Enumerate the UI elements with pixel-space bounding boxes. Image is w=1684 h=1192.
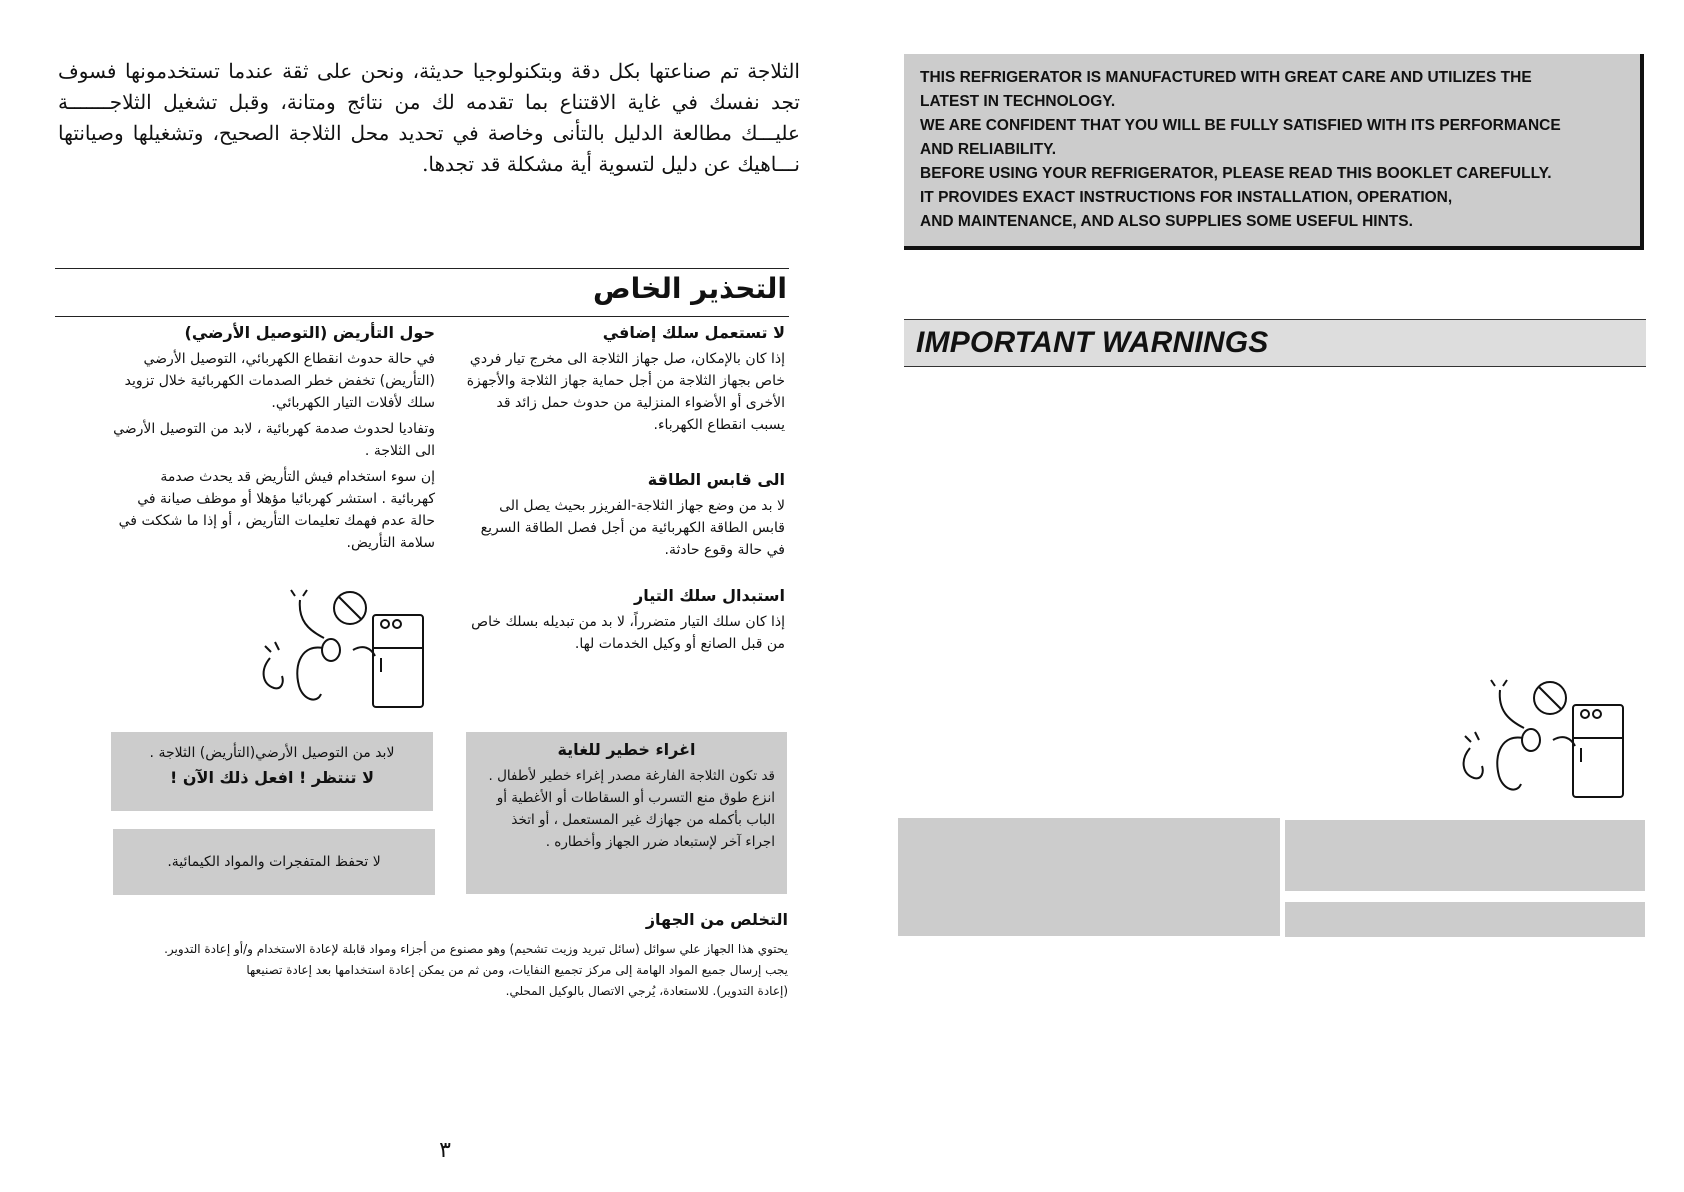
no-extension-cord-illustration-en [1455, 680, 1635, 805]
plug-section [465, 470, 785, 561]
arabic-section-title: التحذير الخاص [592, 272, 787, 305]
grounding-section [112, 323, 435, 554]
cord-coil-icon [322, 639, 340, 661]
intro-line: AND RELIABILITY. [920, 141, 1057, 158]
english-intro-box [904, 54, 1644, 250]
intro-line: WE ARE CONFIDENT THAT YOU WILL BE FULLY SATISFIED WITH ITS PERFORMANCE [920, 117, 1561, 134]
grounding-reminder-line-2: لا تنتظر ! افعل ذلك الآن ! [170, 768, 374, 787]
grounding-body-1: في حالة حدوث انقطاع الكهربائي، التوصيل الأرضي (التأريض) تخفض خطر الصدمات الكهربائية خلال تزويد سلك لأفلات التيار الكهربائي. [124, 351, 435, 411]
disposal-line-1: يحتوي هذا الجهاز علي سوائل (سائل تبريد وزيت تشحيم) وهو مصنوع من أجزاء ومواد قابلة لإعادة الاستخدام و/أو إعادة التدوير. [164, 942, 788, 956]
grounding-body-3: إن سوء استخدام فيش التأريض قد يحدث صدمة كهربائية . استشر كهربائيا مؤهلا أو موظف صيانة في حالة عدم فهمك تعليمات التأريض ، أو إذا ما شككت في سلامة التأريض. [118, 469, 435, 551]
intro-line: THIS REFRIGERATOR IS MANUFACTURED WITH GREAT CARE AND UTILIZES THE [920, 69, 1532, 86]
important-warnings-bar [904, 319, 1646, 367]
danger-body: قد تكون الثلاجة الفارغة مصدر إغراء خطير لأطفال . انزع طوق منع التسرب أو السقاطات أو الأغطية أو الباب بأكمله من جهازك غير المستعمل ، أو اتخذ اجراء آخر لإستبعاد ضرر الجهاز وأخطاره . [488, 768, 775, 850]
grounding-reminder-box [111, 732, 433, 811]
danger-warning-box [466, 732, 787, 894]
disposal-line-2: يجب إرسال جميع المواد الهامة إلى مركز تجميع النفايات، ومن ثم من يمكن إعادة استخدامها بعد إعادة تصنيعها [246, 963, 788, 977]
plug-body: لا بد من وضع جهاز الثلاجة-الفريزر بحيث يصل الى قابس الطاقة الكهربائية من أجل فصل الطاقة السريع في حالة وقوع حادثة. [480, 498, 785, 558]
intro-line: LATEST IN TECHNOLOGY. [920, 93, 1116, 110]
outlet-section [465, 323, 785, 436]
grounding-reminder-line-1: لابد من التوصيل الأرضي(التأريض) الثلاجة . [149, 745, 395, 761]
english-empty-box-lower [1285, 902, 1645, 937]
cord-section [465, 586, 785, 655]
english-empty-box-upper [1285, 820, 1645, 891]
important-warnings-title: IMPORTANT WARNINGS [916, 326, 1269, 359]
intro-line: AND MAINTENANCE, AND ALSO SUPPLIES SOME USEFUL HINTS. [920, 213, 1413, 230]
no-extension-cord-illustration [255, 590, 435, 715]
outlet-heading: لا تستعمل سلك إضافي [602, 323, 785, 342]
plug-icon [264, 658, 283, 688]
arabic-intro-paragraph: الثلاجة تم صناعتها بكل دقة وبتكنولوجيا حديثة، ونحن على ثقة عندما تستخدمونها فسوف تجد نفسك في غاية الاقتناع بما تقدمه لك من نتائج ومتانة، وقبل تشغيل الثلاجـــــــة عليـــك مطالعة الدليل بالتأنى وخاصة في تحديد محل الثلاجة الصحيح، وتشغيلها وصيانتها نـــاهيك عن دليل لتسوية أية مشكلة قد تجدها. [58, 59, 800, 176]
danger-heading: اغراء خطير للغاية [557, 740, 696, 759]
grounding-heading: حول التأريض (التوصيل الأرضي) [184, 323, 435, 342]
title-divider-bottom [55, 316, 789, 317]
intro-line: IT PROVIDES EXACT INSTRUCTIONS FOR INSTALLATION, OPERATION, [920, 189, 1453, 206]
english-empty-box-large [898, 818, 1280, 936]
cord-body: إذا كان سلك التيار متضرراً، لا بد من تبديله بسلك خاص من قبل الصانع أو وكيل الخدمات لها. [471, 614, 785, 652]
chemicals-warning-box [113, 829, 435, 895]
disposal-line-3: (إعادة التدوير). للاستعادة، يُرجي الاتصال بالوكيل المحلي. [505, 984, 788, 998]
cord-heading: استبدال سلك التيار [634, 586, 785, 605]
outlet-body: إذا كان بالإمكان، صل جهاز الثلاجة الى مخرج تيار فردي خاص بجهاز الثلاجة من أجل حماية جهاز الثلاجة والأجهزة الأخرى أو الأضواء المنزلية من حدوث حمل زائد قد يسبب انقطاع الكهرباء. [466, 351, 785, 433]
page-number: ٣ [439, 1138, 451, 1163]
grounding-body-2: وتفاديا لحدوث صدمة كهربائية ، لابد من التوصيل الأرضي الى الثلاجة . [113, 421, 435, 459]
intro-line: BEFORE USING YOUR REFRIGERATOR, PLEASE READ THIS BOOKLET CAREFULLY. [920, 165, 1552, 182]
disposal-heading: التخلص من الجهاز [645, 910, 788, 929]
title-divider-top [55, 268, 789, 269]
disposal-body [110, 939, 788, 1002]
plug-icon [1464, 748, 1483, 778]
cord-coil-icon [1522, 729, 1540, 751]
chemicals-warning-text: لا تحفظ المتفجرات والمواد الكيمائية. [167, 854, 381, 870]
plug-heading: الى قابس الطاقة [647, 470, 785, 489]
